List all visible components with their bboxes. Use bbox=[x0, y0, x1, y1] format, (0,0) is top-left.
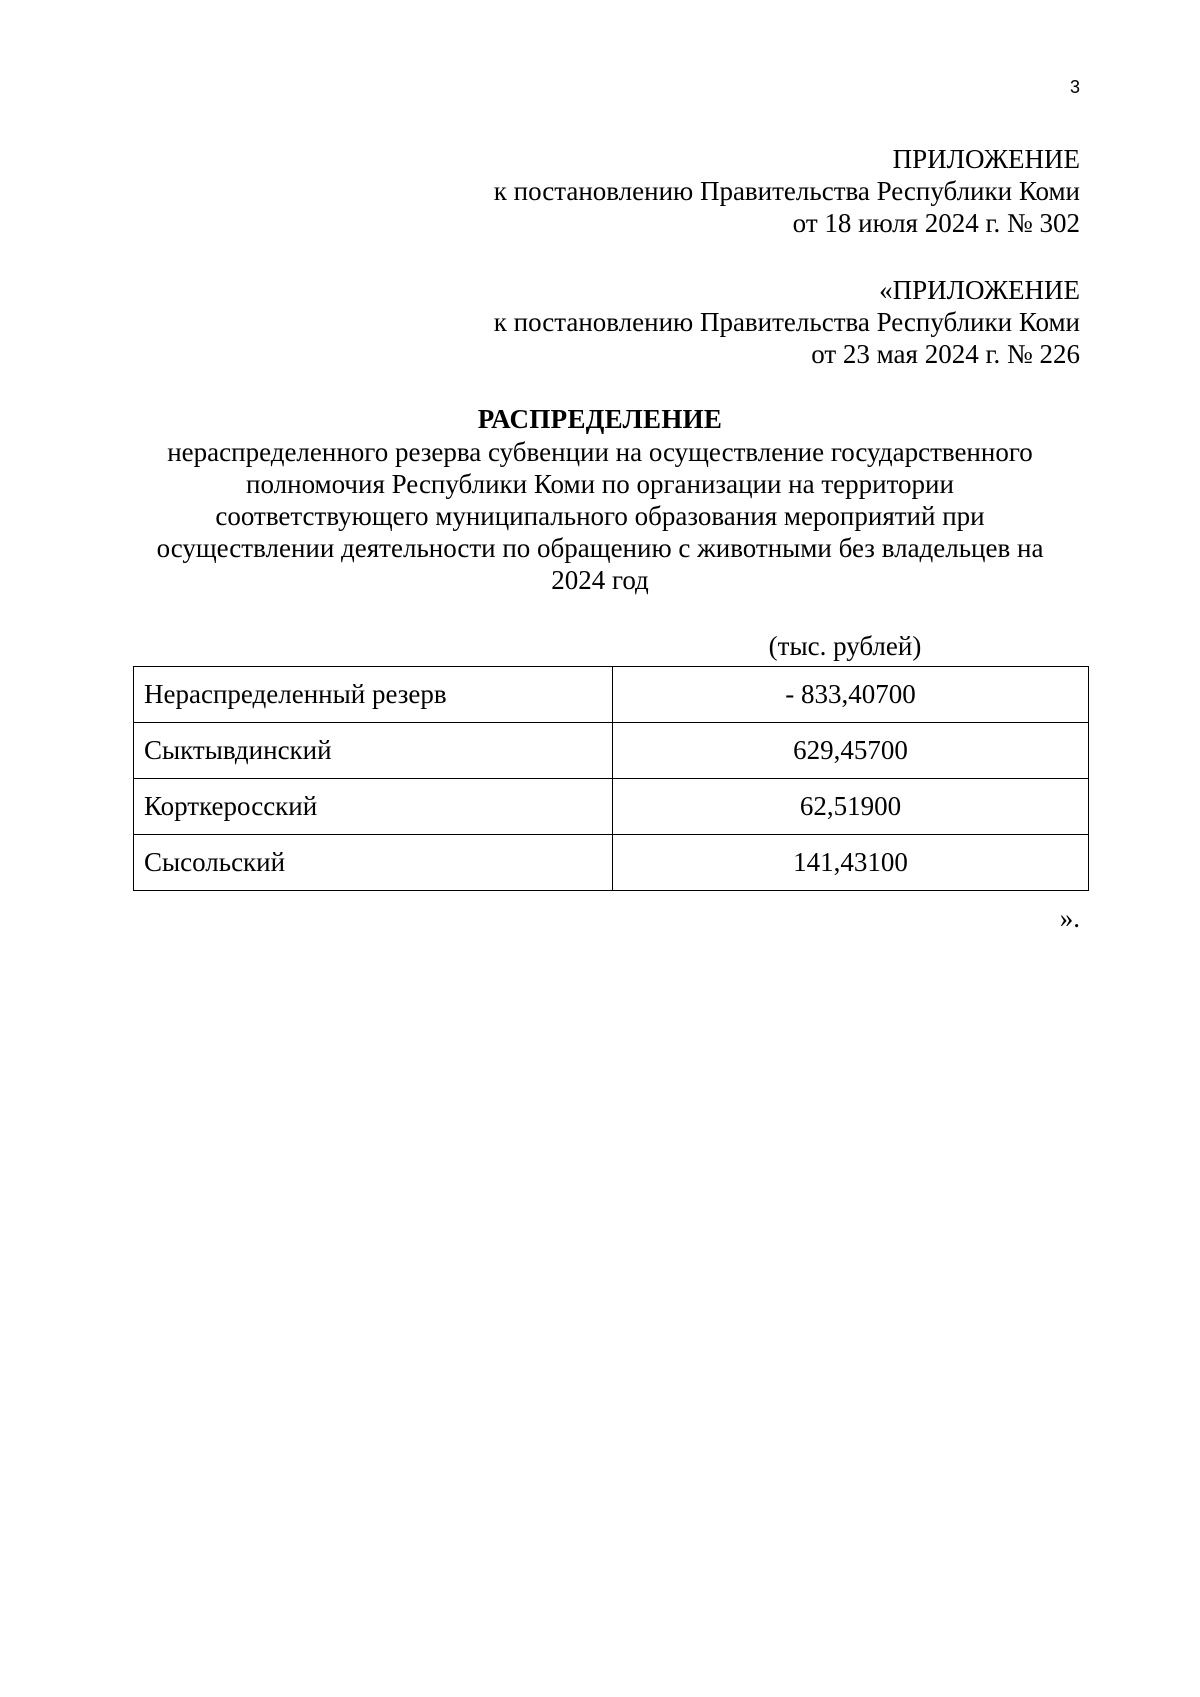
closing-quote-mark: ». bbox=[1059, 903, 1080, 933]
appendix-header-previous bbox=[380, 274, 1080, 370]
units-label: (тыс. рублей) bbox=[768, 631, 922, 661]
amount-cell: 629,45700 bbox=[613, 723, 1089, 779]
table-row bbox=[134, 723, 1089, 779]
table-row bbox=[134, 667, 1089, 723]
municipality-name-cell: Сысольский bbox=[134, 835, 613, 891]
appendix-header-current bbox=[380, 143, 1080, 239]
appendix-heading: «ПРИЛОЖЕНИЕ bbox=[879, 275, 1080, 305]
subtitle-line: 2024 год bbox=[551, 565, 649, 595]
subtitle-line: нераспределенного резерва субвенции на осуществление государственного bbox=[167, 437, 1033, 467]
appendix-reference: к постановлению Правительства Республики Коми bbox=[493, 307, 1080, 337]
subtitle-line: полномочия Республики Коми по организации на территории bbox=[246, 469, 954, 499]
table-row bbox=[134, 779, 1089, 835]
subtitle-line: осуществлении деятельности по обращению с животными без владельцев на bbox=[156, 533, 1044, 563]
appendix-reference: к постановлению Правительства Республики Коми bbox=[493, 176, 1080, 206]
document-title: РАСПРЕДЕЛЕНИЕ bbox=[477, 404, 723, 434]
amount-cell: 62,51900 bbox=[613, 779, 1089, 835]
table-row bbox=[134, 835, 1089, 891]
subtitle-line: соответствующего муниципального образования мероприятий при bbox=[215, 501, 985, 531]
appendix-date-number: от 23 мая 2024 г. № 226 bbox=[811, 339, 1080, 369]
page-number: 3 bbox=[1069, 77, 1080, 97]
appendix-date-number: от 18 июля 2024 г. № 302 bbox=[792, 208, 1080, 238]
municipality-name-cell: Нераспределенный резерв bbox=[134, 667, 613, 723]
municipality-name-cell: Корткеросский bbox=[134, 779, 613, 835]
distribution-table bbox=[133, 666, 1089, 891]
amount-cell: - 833,40700 bbox=[613, 667, 1089, 723]
appendix-heading: ПРИЛОЖЕНИЕ bbox=[892, 144, 1080, 174]
document-subtitle bbox=[130, 436, 1070, 596]
amount-cell: 141,43100 bbox=[613, 835, 1089, 891]
municipality-name-cell: Сыктывдинский bbox=[134, 723, 613, 779]
